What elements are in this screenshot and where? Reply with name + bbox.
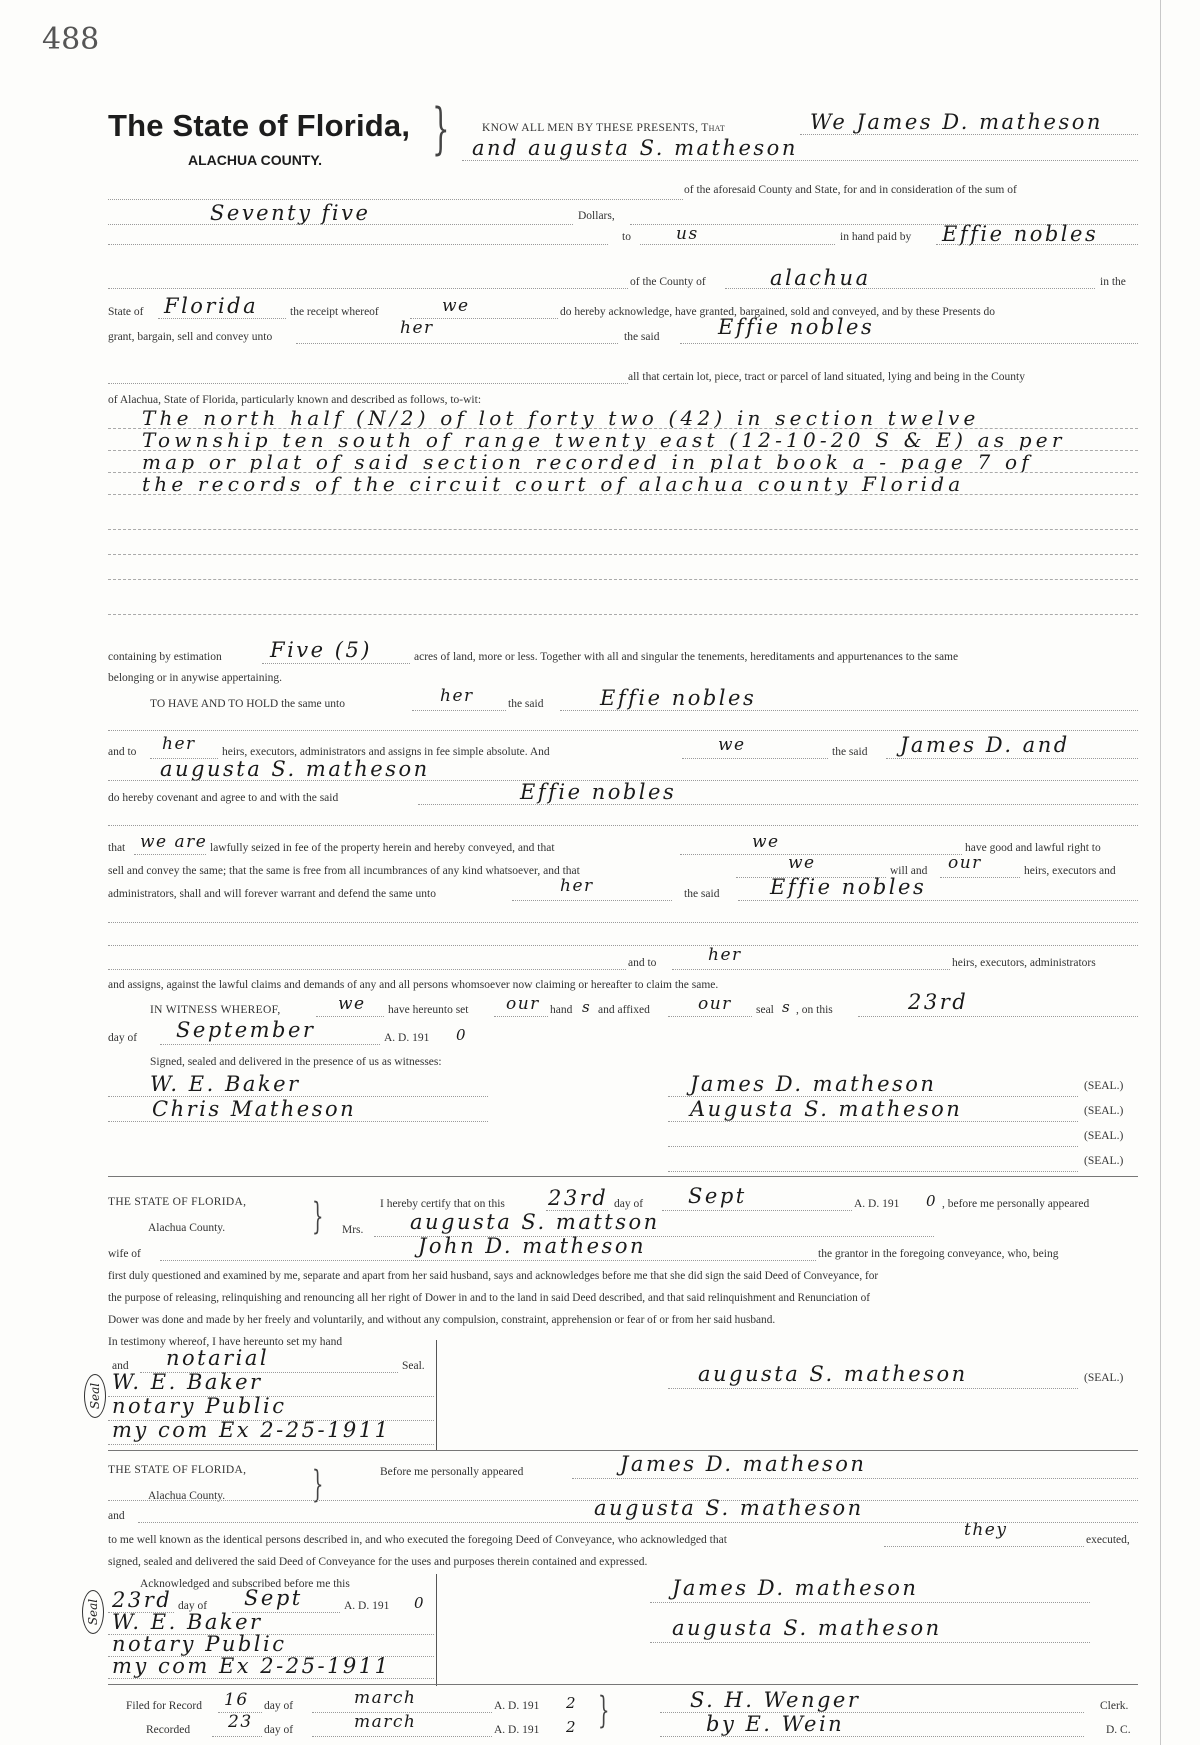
recorded-day: 23 (228, 1712, 253, 1732)
blank-line (108, 945, 1138, 946)
county-line (725, 288, 1095, 289)
dower-commission-line (108, 1444, 434, 1445)
grantor-text: the grantor in the foregoing conveyance, who, being (818, 1248, 1059, 1260)
witness-who: we (338, 994, 366, 1014)
section-rule (108, 1176, 1138, 1177)
blank-line (108, 244, 608, 245)
dower-ad: A. D. 191 (854, 1198, 900, 1210)
signature2-line (668, 1121, 1078, 1122)
filed-year-digit: 2 (566, 1694, 577, 1712)
page-number: 488 (42, 22, 100, 57)
grantee-name-3: Effie nobles (600, 686, 757, 710)
filed-month: march (354, 1688, 417, 1708)
amount: Seventy five (210, 201, 371, 225)
page-edge (1160, 0, 1161, 1745)
ack-notary-name: W. E. Baker (112, 1610, 263, 1634)
blank-line (108, 730, 1138, 731)
unto-line (296, 343, 618, 344)
recorded-month-line (312, 1736, 492, 1737)
dower-year-digit: 0 (926, 1192, 937, 1210)
dower-seal-mark: (SEAL.) (1084, 1372, 1124, 1384)
ruled-line (108, 579, 1138, 580)
year-digit: 0 (456, 1026, 467, 1044)
dower-notary-title: notary Public (112, 1394, 287, 1418)
grantors-line1: We James D. matheson (810, 110, 1103, 134)
have-line (412, 710, 506, 711)
defend-pronoun: her (560, 876, 594, 896)
and-who-line (682, 758, 828, 759)
notary-stamp (82, 1590, 104, 1634)
grantee-name-5: Effie nobles (770, 875, 927, 899)
witness-1: W. E. Baker (150, 1072, 301, 1096)
signature3-line (668, 1146, 1078, 1147)
of-aforesaid-text: of the aforesaid County and State, for and in consideration of the sum of (684, 184, 1017, 196)
husband-line (160, 1260, 816, 1261)
blank-line (108, 199, 683, 200)
ack-commission-line (108, 1678, 434, 1679)
to-label: to (622, 231, 631, 243)
of-county-label: of the County of (630, 276, 706, 288)
month-line (160, 1044, 380, 1045)
well-known-text: to me well known as the identical persons described in, and who executed the foregoing Deed of Conveyance, who acknowledged that (108, 1534, 727, 1546)
the-said-label-2: the said (508, 698, 544, 710)
grantee-name-4: Effie nobles (520, 780, 677, 804)
filed-day: 16 (224, 1690, 249, 1710)
and-label: and (112, 1360, 129, 1372)
brace-decoration: } (312, 1464, 324, 1506)
grantee2-line (680, 343, 1138, 344)
signature-1: James D. matheson (690, 1072, 937, 1096)
ad-label: A. D. 191 (384, 1032, 430, 1044)
grantors-underline (800, 134, 1138, 135)
containing-label: containing by estimation (108, 651, 222, 663)
our-1: our (948, 853, 982, 873)
day-number: 23rd (908, 990, 969, 1014)
dower-body-1: first duly questioned and examined by me, separate and apart from her said husband, says and acknowledges before me that she did sign the said Deed of Conveyance, for (108, 1270, 879, 1282)
filed-label: Filed for Record (126, 1700, 203, 1712)
right-line (680, 854, 962, 855)
our-3: our (698, 994, 732, 1014)
county-title: ALACHUA COUNTY. (188, 152, 323, 168)
notary-stamp (84, 1374, 106, 1418)
recorded-label: Recorded (146, 1724, 191, 1736)
signature4-line (668, 1171, 1078, 1172)
receipt-label: the receipt whereof (290, 306, 379, 318)
dower-state: THE STATE OF FLORIDA, (108, 1196, 247, 1208)
of-alachua-text: of Alachua, State of Florida, particularly known and described as follows, to-wit: (108, 394, 482, 406)
ack-year-digit: 0 (414, 1594, 425, 1612)
ruled-line (108, 529, 1138, 530)
ack-month: Sept (244, 1586, 303, 1610)
ack-name1-line (572, 1478, 1138, 1479)
and-to2-pronoun: her (708, 945, 742, 965)
and-affixed-text: and affixed (598, 1004, 650, 1016)
ack-name-1: James D. matheson (620, 1452, 867, 1476)
and-to2-line (672, 969, 950, 970)
sell-convey-text: sell and convey the same; that the same is free from all incumbrances of any kind whatsoever, and that (108, 865, 580, 877)
notarial-text: notarial (166, 1346, 270, 1370)
the-said-label-3: the said (832, 746, 868, 758)
ack-commission: my com Ex 2-25-1911 (112, 1654, 391, 1678)
signed-sealed-text: Signed, sealed and delivered in the presence of us as witnesses: (150, 1056, 442, 1068)
on-this-text: , on this (796, 1004, 833, 1016)
signature-2: Augusta S. matheson (690, 1097, 963, 1121)
heirs-exec-text-3: heirs, executors, administrators (952, 957, 1096, 969)
witness-who-line (316, 1016, 384, 1017)
the-said-label-4: the said (684, 888, 720, 900)
ack-signature2-line (650, 1642, 1090, 1643)
ack-state: THE STATE OF FLORIDA, (108, 1464, 247, 1476)
grantors2-line (886, 758, 1138, 759)
recorded-year-digit: 2 (566, 1718, 577, 1736)
blank-line (108, 383, 628, 384)
the-said-label: the said (624, 331, 660, 343)
and-to-label-2: and to (628, 957, 657, 969)
to-have-text: TO HAVE AND TO HOLD the same unto (150, 698, 345, 710)
seized-line (134, 854, 206, 855)
description-line-2: Township ten south of range twenty east (12-10-20 S & E) as per (142, 428, 1066, 452)
county-name: alachua (770, 266, 871, 290)
month-name: September (176, 1018, 316, 1042)
ack-before-me: Before me personally appeared (380, 1466, 524, 1478)
dower-body-3: Dower was done and made by her freely and voluntarily, and without any compulsion, constraint, apprehension or fear of or from her said husband. (108, 1314, 776, 1326)
blank-line (108, 969, 626, 970)
brace-decoration: } (598, 1690, 610, 1732)
defend-line (512, 900, 672, 901)
all-that-text: all that certain lot, piece, tract or parcel of land situated, lying and being in the County (628, 371, 1025, 383)
dower-day-of: day of (614, 1198, 644, 1210)
filed-day-of: day of (264, 1700, 294, 1712)
dc-label: D. C. (1106, 1724, 1131, 1736)
stamp-text: Seal (86, 1598, 100, 1626)
in-the-label: in the (1100, 276, 1126, 288)
belonging-text: belonging or in anywise appertaining. (108, 672, 283, 684)
ack-signature-1: James D. matheson (672, 1576, 919, 1600)
know-all-text: KNOW ALL MEN BY THESE PRESENTS, That (482, 122, 726, 134)
our3-line (668, 1016, 752, 1017)
blank-line (108, 922, 1138, 923)
section-rule (108, 1684, 1138, 1685)
hand-label: hand (550, 1004, 573, 1016)
witness-2: Chris Matheson (152, 1097, 357, 1121)
have-pronoun: her (440, 686, 474, 706)
notary-bracket (436, 1574, 437, 1686)
recorded-ad: A. D. 191 (494, 1724, 540, 1736)
that-label: that (108, 842, 126, 854)
dower-body-2: the purpose of releasing, relinquishing and renouncing all her right of Dower in and to the land in said Deed described, and that said relinquishment and Renunciation of (108, 1292, 871, 1304)
and-assigns-text: and assigns, against the lawful claims and demands of any and all persons whomsoever now claiming or hereafter to claim the same. (108, 979, 719, 991)
wife-of-label: wife of (108, 1248, 141, 1260)
in-witness-text: IN WITNESS WHEREOF, (150, 1004, 281, 1016)
covenant-text: do hereby covenant and agree to and with the said (108, 792, 339, 804)
signed-line-text: signed, sealed and delivered the said Deed of Conveyance for the uses and purposes therein contained and expressed. (108, 1556, 648, 1568)
recorded-day-line (212, 1736, 262, 1737)
right-who: we (752, 832, 780, 852)
administrators-text: administrators, shall and will forever warrant and defend the same unto (108, 888, 436, 900)
dower-certify-text: I hereby certify that on this (380, 1198, 505, 1210)
heirs-text: heirs, executors, administrators and assigns in fee simple absolute. And (222, 746, 550, 758)
grantors-line2: and augusta S. matheson (472, 136, 798, 160)
paid-by-label: in hand paid by (840, 231, 912, 243)
grantee3-line (560, 710, 1138, 711)
ruled-line (108, 554, 1138, 555)
husband-name: John D. matheson (418, 1234, 646, 1258)
recorded-month: march (354, 1712, 417, 1732)
our-line (940, 877, 1020, 878)
state-of-label: State of (108, 306, 144, 318)
and-who: we (718, 735, 746, 755)
witness2-line (108, 1121, 488, 1122)
have-good-text: have good and lawful right to (965, 842, 1101, 854)
to-whom: us (676, 224, 699, 244)
ack-day-of: day of (178, 1600, 208, 1612)
ruled-line (108, 450, 1138, 451)
acres-line (262, 663, 410, 664)
dower-signature-line (668, 1388, 1078, 1389)
description-line-4: the records of the circuit court of alachua county Florida (142, 472, 965, 496)
blank-line (108, 288, 628, 289)
dower-before-me: , before me personally appeared (942, 1198, 1090, 1210)
and-to-pronoun: her (162, 734, 196, 754)
they-text: they (964, 1520, 1008, 1540)
grantee-line (936, 244, 1138, 245)
grantors-underline2 (462, 160, 1138, 161)
seal-label-word: seal (756, 1004, 774, 1016)
dower-commission: my com Ex 2-25-1911 (112, 1418, 391, 1442)
ack-notary-title: notary Public (112, 1632, 287, 1656)
grantee-name-2: Effie nobles (718, 315, 875, 339)
ack-signature-2: augusta S. matheson (672, 1616, 942, 1640)
acres-text: acres of land, more or less. Together with all and singular the tenements, hereditaments and appurtenances to the same (414, 651, 959, 663)
dollars-label: Dollars, (578, 210, 615, 222)
stamp-text: Seal (88, 1382, 102, 1410)
grantee5-line (738, 900, 1138, 901)
state-line (158, 318, 286, 319)
lawfully-text: lawfully seized in fee of the property herein and hereby conveyed, and that (210, 842, 555, 854)
ack-ad: A. D. 191 (344, 1600, 390, 1612)
dower-county: Alachua County. (148, 1222, 226, 1234)
hand-s: s (582, 998, 591, 1016)
ruled-line (108, 614, 1138, 615)
seal-s: s (782, 998, 791, 1016)
grantors2-line1: James D. and (900, 733, 1070, 757)
grantee-name: Effie nobles (942, 222, 1099, 246)
dower-month-line (662, 1210, 852, 1211)
acres-value: Five (5) (270, 638, 373, 662)
grantee4-line (418, 804, 1138, 805)
unto-pronoun: her (400, 318, 434, 338)
recorded-day-of: day of (264, 1724, 294, 1736)
ack-day: 23rd (112, 1588, 173, 1612)
dower-name: augusta S. mattson (410, 1210, 660, 1234)
ack-signature1-line (650, 1602, 1090, 1603)
clerk-signature: S. H. Wenger (690, 1688, 861, 1712)
heirs-exec-text: heirs, executors and (1024, 865, 1116, 877)
they-line (884, 1546, 1084, 1547)
day-of-label: day of (108, 1032, 138, 1044)
brace-decoration: } (432, 96, 450, 161)
notary-bracket (436, 1340, 437, 1450)
brace-decoration: } (312, 1196, 324, 1238)
acknowledged-text: Acknowledged and subscribed before me this (140, 1578, 350, 1590)
description-line-3: map or plat of said section recorded in plat book a - page 7 of (142, 450, 1033, 474)
mrs-label: Mrs. (342, 1224, 364, 1236)
grant-bargain-text: grant, bargain, sell and convey unto (108, 331, 273, 343)
clerk-label: Clerk. (1100, 1700, 1129, 1712)
our2-line (494, 1016, 548, 1017)
seal-mark-4: (SEAL.) (1084, 1155, 1124, 1167)
seal-text: Seal. (402, 1360, 425, 1372)
ruled-line (108, 472, 1138, 473)
ack-name-2: augusta S. matheson (594, 1496, 864, 1520)
ack-and-label: and (108, 1510, 125, 1522)
blank-line (108, 825, 1138, 826)
dower-notary-name: W. E. Baker (112, 1370, 263, 1394)
our-2: our (506, 994, 540, 1014)
dower-day: 23rd (548, 1186, 609, 1210)
state-name: Florida (164, 294, 259, 318)
deputy-signature: by E. Wein (706, 1712, 845, 1736)
will-who: we (788, 853, 816, 873)
grantors2-line2: augusta S. matheson (160, 757, 430, 781)
do-hereby-text: do hereby acknowledge, have granted, bargained, sold and conveyed, and by these Presents do (560, 306, 996, 318)
filed-ad: A. D. 191 (494, 1700, 540, 1712)
dower-signature: augusta S. matheson (698, 1362, 968, 1386)
will-and-label: will and (890, 865, 928, 877)
ruled-line (108, 494, 1138, 495)
dower-month: Sept (688, 1184, 747, 1208)
seized-who: we are (140, 832, 208, 852)
seal-mark-3: (SEAL.) (1084, 1130, 1124, 1142)
amount-line (108, 224, 573, 225)
day-line (858, 1016, 1138, 1017)
have-hereunto-text: have hereunto set (388, 1004, 469, 1016)
and-to-label: and to (108, 746, 137, 758)
to-line (640, 244, 835, 245)
testimony-text: In testimony whereof, I have hereunto set my hand (108, 1336, 343, 1348)
receipt-who: we (442, 296, 470, 316)
description-line-1: The north half (N/2) of lot forty two (42) in section twelve (142, 406, 980, 430)
state-title: The State of Florida, (108, 108, 411, 143)
seal-mark-2: (SEAL.) (1084, 1105, 1124, 1117)
deputy-line (660, 1736, 1084, 1737)
section-rule (108, 1450, 1138, 1451)
executed-text: executed, (1086, 1534, 1130, 1546)
seal-mark-1: (SEAL.) (1084, 1080, 1124, 1092)
ruled-line (108, 428, 1138, 429)
ack-county: Alachua County. (148, 1490, 226, 1502)
